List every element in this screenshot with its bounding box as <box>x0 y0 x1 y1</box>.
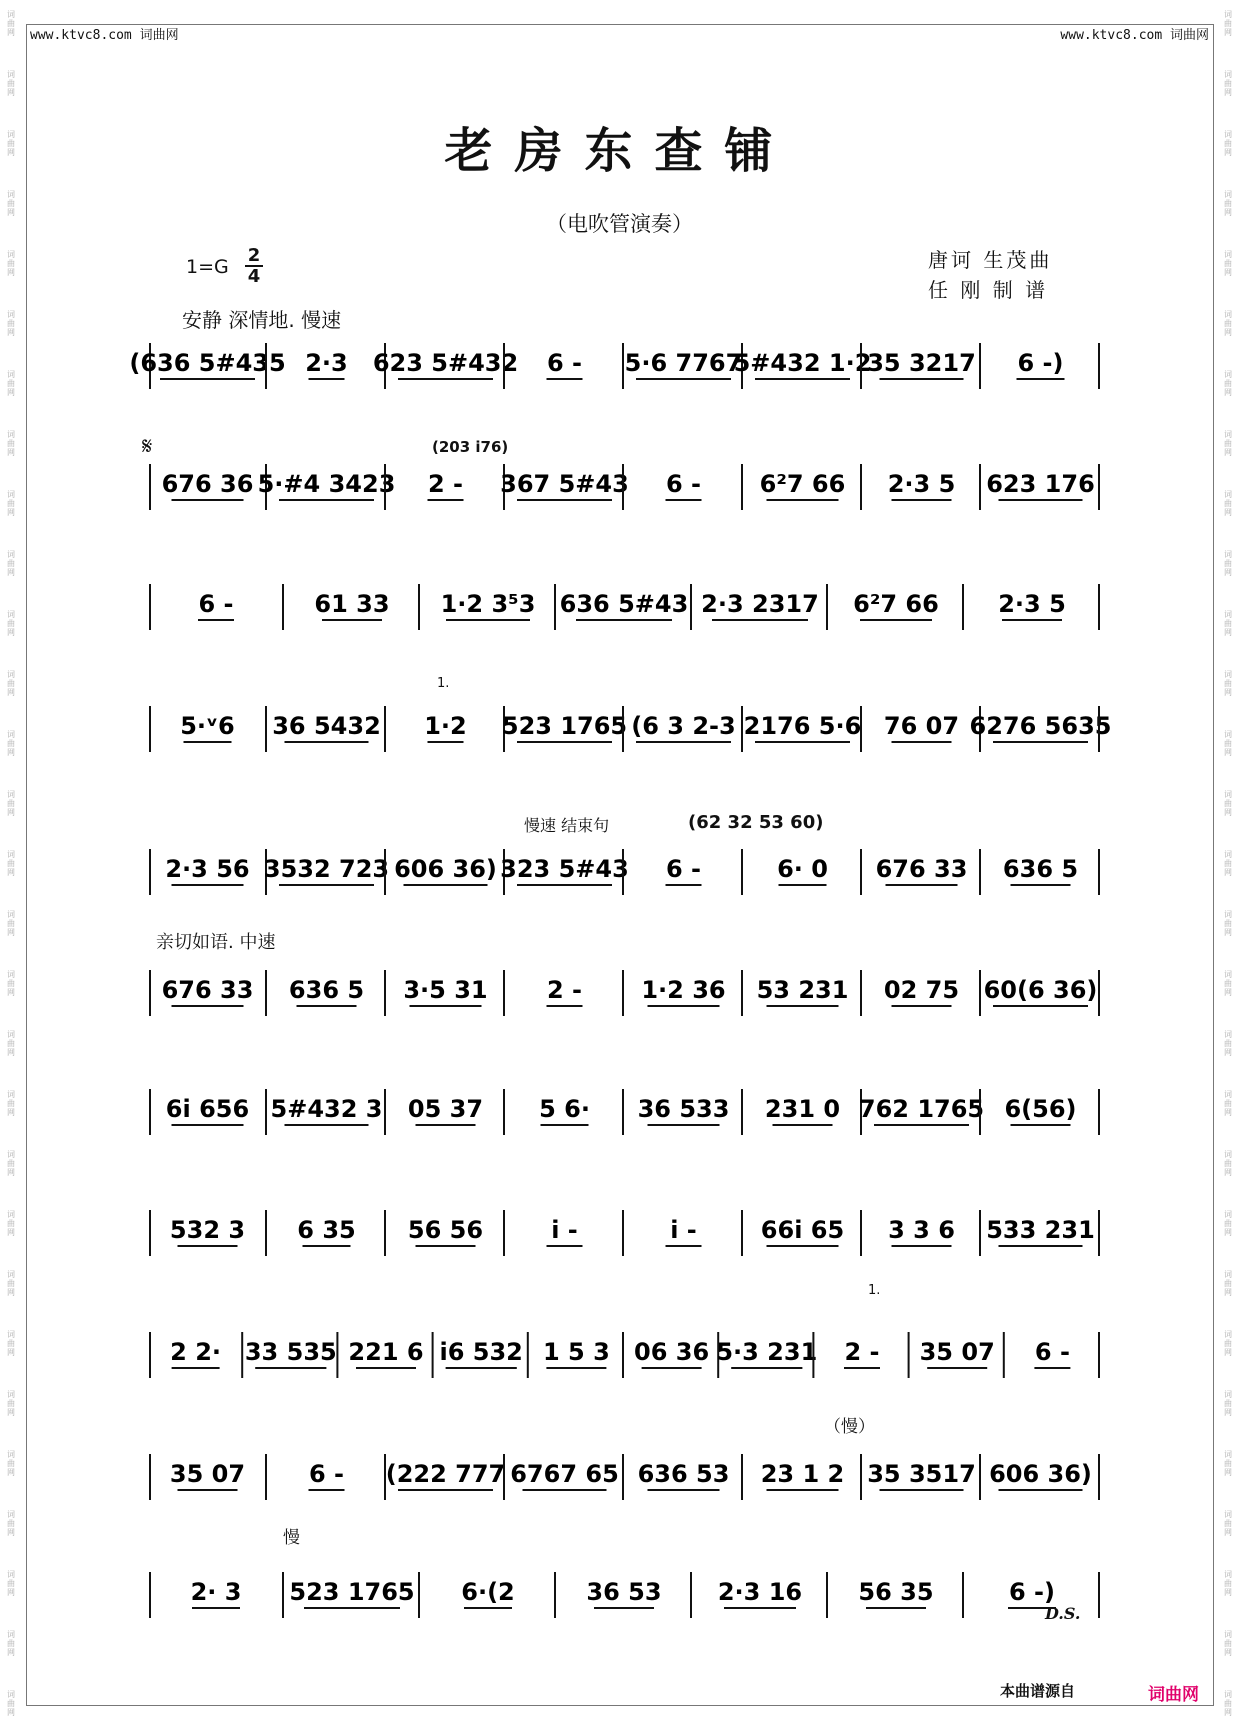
watermark-text: 词 曲 网 <box>1224 910 1232 937</box>
measure-notes: 35 07 <box>169 1460 246 1488</box>
measure-notes: 02 75 <box>883 976 960 1004</box>
measure-notes: 36 5432 <box>272 712 381 740</box>
measure-notes: 2·3 <box>305 349 348 377</box>
measure-notes: 367 5#43 <box>500 470 629 498</box>
watermark-text: 词 曲 网 <box>7 1030 15 1057</box>
measure-notes: 3 3 6 <box>888 1216 955 1244</box>
measure-notes: 636 5 <box>288 976 365 1004</box>
watermark-text: 词 曲 网 <box>1224 730 1232 757</box>
row-staff <box>148 843 1100 903</box>
row-staff <box>148 964 1100 1024</box>
watermark-text: 词 曲 网 <box>7 70 15 97</box>
right-watermark-strip <box>1217 0 1239 1732</box>
measure-notes: 2·3 5 <box>998 590 1066 618</box>
watermark-text: 词 曲 网 <box>7 370 15 397</box>
score-row <box>148 1566 1100 1626</box>
measure-notes: 6i 656 <box>165 1095 250 1123</box>
song-subtitle: （电吹管演奏） <box>546 212 693 236</box>
watermark-text: 词 曲 网 <box>7 1570 15 1597</box>
measure-notes: 676 36 <box>161 470 254 498</box>
measure-notes: (6 3 2-3 <box>631 712 736 740</box>
watermark-text: 词 曲 网 <box>1224 1210 1232 1237</box>
left-watermark-strip <box>0 0 22 1732</box>
measure-notes: 2 - <box>546 976 583 1004</box>
measure-notes: 2· 3 <box>190 1578 242 1606</box>
measure-notes: 676 33 <box>161 976 254 1004</box>
measure-notes: 36 53 <box>586 1578 662 1606</box>
measure-notes: 5·#4 3423 <box>257 470 396 498</box>
measure-notes: 6 -) <box>1009 1578 1055 1606</box>
watermark-text: 词 曲 网 <box>1224 790 1232 817</box>
watermark-text: 词 曲 网 <box>1224 370 1232 397</box>
measure-notes: 35 3217 <box>867 349 976 377</box>
watermark-text: 词 曲 网 <box>1224 190 1232 217</box>
measure-notes: 2 - <box>844 1338 880 1366</box>
key-signature: 1=G <box>186 256 229 278</box>
footer-site-link[interactable]: 词曲网 <box>1148 1685 1199 1705</box>
watermark-text: 词 曲 网 <box>7 1090 15 1117</box>
watermark-text: 词 曲 网 <box>1224 550 1232 577</box>
measure-notes: 1 5 3 <box>542 1338 610 1366</box>
watermark-text: 词 曲 网 <box>1224 10 1232 37</box>
measure-notes: 36 533 <box>637 1095 730 1123</box>
row-staff <box>148 1083 1100 1143</box>
measure-notes: 533 231 <box>986 1216 1095 1244</box>
measure-notes: i - <box>670 1216 697 1244</box>
watermark-text: 词 曲 网 <box>7 1630 15 1657</box>
ending-one-mark: 1. <box>437 676 450 691</box>
score-row <box>148 1083 1100 1143</box>
row-staff <box>148 1448 1100 1508</box>
watermark-text: 词 曲 网 <box>1224 310 1232 337</box>
time-bottom: 4 <box>247 266 261 287</box>
score-row <box>129 337 1100 397</box>
measure-notes: 5·6 7767 <box>624 349 743 377</box>
watermark-text: 词 曲 网 <box>7 1150 15 1177</box>
watermark-text: 词 曲 网 <box>1224 490 1232 517</box>
watermark-text: 词 曲 网 <box>7 1270 15 1297</box>
measure-notes: 3·5 31 <box>403 976 488 1004</box>
measure-notes: 66i 65 <box>760 1216 845 1244</box>
measure-notes: 6²7 66 <box>759 470 846 498</box>
measure-notes: 1·2 3⁵3 <box>440 590 536 618</box>
measure-notes: 35 07 <box>919 1338 995 1366</box>
watermark-text: 词 曲 网 <box>7 1390 15 1417</box>
measure-notes: 231 0 <box>764 1095 841 1123</box>
score-row <box>148 1326 1100 1386</box>
credit-composer: 唐诃 生茂曲 <box>928 248 1053 272</box>
interlude-notes: (62 32 53 60) <box>688 812 824 833</box>
measure-notes: 5·ᵛ6 <box>180 712 235 740</box>
watermark-text: 词 曲 网 <box>1224 1570 1232 1597</box>
watermark-text: 词 曲 网 <box>7 1510 15 1537</box>
watermark-text: 词 曲 网 <box>1224 1390 1232 1417</box>
slow-label: 慢 <box>283 1528 300 1548</box>
measure-notes: 6276 5635 <box>969 712 1112 740</box>
watermark-text: 词 曲 网 <box>7 310 15 337</box>
watermark-text: 词 曲 网 <box>1224 970 1232 997</box>
measure-notes: 35 3517 <box>867 1460 976 1488</box>
row-staff <box>129 337 1100 397</box>
measure-notes: 2·3 5 <box>887 470 956 498</box>
measure-notes: 606 36) <box>394 855 497 883</box>
watermark-text: 词 曲 网 <box>7 130 15 157</box>
watermark-text: 词 曲 网 <box>1224 1270 1232 1297</box>
measure-notes: 5#432 3 <box>270 1095 383 1123</box>
watermark-text: 词 曲 网 <box>1224 1330 1232 1357</box>
measure-notes: 2176 5·6 <box>743 712 862 740</box>
measure-notes: 53 231 <box>756 976 849 1004</box>
score-row <box>148 578 1100 638</box>
measure-notes: 676 33 <box>875 855 968 883</box>
measure-notes: 323 5#43 <box>500 855 629 883</box>
tempo-intro: 安静 深情地. 慢速 <box>182 308 342 332</box>
measure-notes: 2·3 56 <box>165 855 250 883</box>
slow-paren-label: （慢） <box>824 1417 875 1437</box>
measure-notes: 636 53 <box>637 1460 730 1488</box>
watermark-text: 词 曲 网 <box>7 490 15 517</box>
measure-notes: 6·(2 <box>461 1578 515 1606</box>
time-signature <box>245 246 263 286</box>
measure-notes: 6· 0 <box>777 855 828 883</box>
measure-notes: 532 3 <box>169 1216 246 1244</box>
watermark-text: 词 曲 网 <box>1224 1690 1232 1717</box>
score-row <box>148 964 1100 1024</box>
measure-notes: 6²7 66 <box>853 590 939 618</box>
watermark-text: 词 曲 网 <box>1224 130 1232 157</box>
measure-notes: 1·2 <box>424 712 467 740</box>
watermark-text: 词 曲 网 <box>7 670 15 697</box>
measure-notes: 3532 723 <box>263 855 390 883</box>
measure-notes: 221 6 <box>348 1338 424 1366</box>
measure-notes: 762 1765 <box>858 1095 985 1123</box>
watermark-text: 词 曲 网 <box>7 970 15 997</box>
watermark-text: 词 曲 网 <box>7 190 15 217</box>
watermark-text: 词 曲 网 <box>7 1450 15 1477</box>
measure-notes: 2·3 2317 <box>701 590 819 618</box>
watermark-text: 词 曲 网 <box>1224 70 1232 97</box>
measure-notes: 2 2· <box>170 1338 222 1366</box>
watermark-text: 词 曲 网 <box>1224 1090 1232 1117</box>
measure-notes: 61 33 <box>314 590 390 618</box>
watermark-text: 词 曲 网 <box>7 850 15 877</box>
ending-one-mark-b: 1. <box>868 1283 881 1298</box>
measure-notes: 623 5#432 <box>372 349 519 377</box>
watermark-text: 词 曲 网 <box>7 430 15 457</box>
measure-notes: i - <box>551 1216 578 1244</box>
measure-notes: 6 - <box>665 470 702 498</box>
watermark-text: 词 曲 网 <box>7 1210 15 1237</box>
watermark-text: 词 曲 网 <box>1224 850 1232 877</box>
measure-notes: 2 - <box>427 470 464 498</box>
measure-notes: 6 - <box>1034 1338 1070 1366</box>
watermark-text: 词 曲 网 <box>1224 670 1232 697</box>
measure-notes: 6 35 <box>297 1216 356 1244</box>
watermark-text: 词 曲 网 <box>1224 1510 1232 1537</box>
score-row <box>148 458 1100 518</box>
measure-notes: 6 -) <box>1017 349 1064 377</box>
measure-notes: 06 36 <box>634 1338 710 1366</box>
watermark-text: 词 曲 网 <box>1224 1150 1232 1177</box>
measure-notes: 5#432 1·2 <box>733 349 872 377</box>
measure-notes: 6(56) <box>1004 1095 1077 1123</box>
measure-notes: 636 5 <box>1002 855 1079 883</box>
row-staff <box>148 578 1100 638</box>
segno-icon: 𝄋 <box>142 432 153 460</box>
measure-notes: 56 56 <box>407 1216 484 1244</box>
watermark-text: 词 曲 网 <box>7 1690 15 1717</box>
row-staff <box>148 1326 1100 1386</box>
row-staff <box>148 700 1112 760</box>
measure-notes: 636 5#43 <box>559 590 689 618</box>
measure-notes: (636 5#435 <box>129 349 286 377</box>
footer-source-label: 本曲谱源自 <box>1000 1682 1076 1700</box>
measure-notes: 523 1765 <box>289 1578 415 1606</box>
watermark-text: 词 曲 网 <box>7 910 15 937</box>
credit-arranger: 任 刚 制 谱 <box>928 278 1049 302</box>
measure-notes: 523 1765 <box>501 712 628 740</box>
slow-ending-label: 慢速 结束句 <box>524 816 610 835</box>
watermark-text: 词 曲 网 <box>7 730 15 757</box>
watermark-text: 词 曲 网 <box>1224 430 1232 457</box>
row-staff <box>148 1566 1100 1626</box>
site-header-right[interactable]: www.ktvc8.com 词曲网 <box>1060 28 1209 43</box>
measure-notes: i6 532 <box>439 1338 523 1366</box>
measure-notes: 6767 65 <box>510 1460 619 1488</box>
measure-notes: 6 - <box>198 590 234 618</box>
watermark-text: 词 曲 网 <box>1224 1030 1232 1057</box>
score-row <box>148 1204 1100 1264</box>
watermark-text: 词 曲 网 <box>1224 250 1232 277</box>
watermark-text: 词 曲 网 <box>1224 610 1232 637</box>
watermark-text: 词 曲 网 <box>7 10 15 37</box>
measure-notes: 6 - <box>665 855 702 883</box>
measure-notes: 5·3 231 <box>716 1338 818 1366</box>
measure-notes: 1·2 36 <box>641 976 726 1004</box>
watermark-text: 词 曲 网 <box>1224 1630 1232 1657</box>
measure-notes: 05 37 <box>407 1095 484 1123</box>
watermark-text: 词 曲 网 <box>7 550 15 577</box>
watermark-text: 词 曲 网 <box>1224 1450 1232 1477</box>
measure-notes: 2·3 16 <box>717 1578 803 1606</box>
grace-notes: (203 i76) <box>432 438 509 456</box>
score-row <box>148 843 1100 903</box>
measure-notes: 6 - <box>546 349 583 377</box>
score-row <box>148 1448 1100 1508</box>
measure-notes: 623 176 <box>986 470 1095 498</box>
watermark-text: 词 曲 网 <box>7 1330 15 1357</box>
watermark-text: 词 曲 网 <box>7 610 15 637</box>
watermark-text: 词 曲 网 <box>7 790 15 817</box>
score-row <box>148 700 1112 760</box>
time-top: 2 <box>247 245 261 266</box>
measure-notes: 6 - <box>308 1460 345 1488</box>
measure-notes: 33 535 <box>244 1338 337 1366</box>
measure-notes: 76 07 <box>883 712 960 740</box>
measure-notes: 56 35 <box>858 1578 934 1606</box>
site-header-left[interactable]: www.ktvc8.com 词曲网 <box>30 28 179 43</box>
row-staff <box>148 1204 1100 1264</box>
measure-notes: 606 36) <box>989 1460 1092 1488</box>
row-staff <box>148 458 1100 518</box>
watermark-text: 词 曲 网 <box>7 250 15 277</box>
tempo-verse: 亲切如语. 中速 <box>156 932 276 953</box>
measure-notes: (222 777 <box>385 1460 506 1488</box>
measure-notes: 23 1 2 <box>760 1460 845 1488</box>
song-title: 老房东查铺 <box>444 123 795 179</box>
measure-notes: 5 6· <box>539 1095 590 1123</box>
measure-notes: 60(6 36) <box>983 976 1098 1004</box>
ds-mark: D.S. <box>1045 1604 1081 1623</box>
